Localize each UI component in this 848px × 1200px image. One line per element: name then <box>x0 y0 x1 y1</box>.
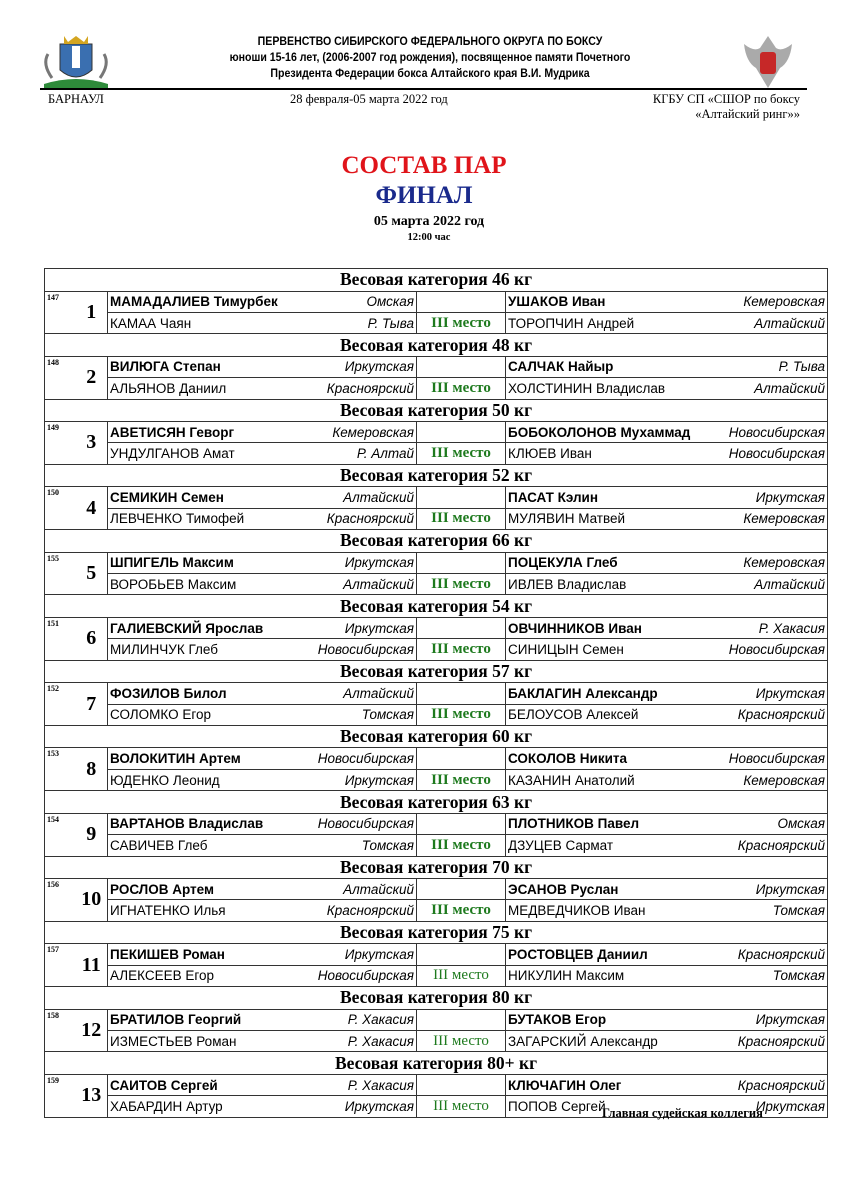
red-corner-region: Иркутская <box>313 944 417 965</box>
blue-corner-region: Р. Хакасия <box>704 617 828 638</box>
blue-corner-boxer: КЛЮЧАГИН Олег <box>506 1074 704 1095</box>
page-subtitle: ФИНАЛ <box>375 182 473 209</box>
weight-category-row <box>45 1052 828 1075</box>
empty-cell <box>417 683 506 704</box>
third-place-region-2: Томская <box>704 900 828 921</box>
third-place-label: III место <box>417 1096 506 1117</box>
third-place-row <box>45 639 828 660</box>
red-corner-boxer: ФОЗИЛОВ Билол <box>108 683 313 704</box>
third-place-boxer-2: МЕДВЕДЧИКОВ Иван <box>506 900 704 921</box>
organizer-line-1: КГБУ СП «СШОР по боксу <box>652 92 800 106</box>
blue-corner-boxer: БОБОКОЛОНОВ Мухаммад <box>506 422 704 443</box>
bout-date: 05 марта 2022 год <box>373 214 485 229</box>
third-place-label: III место <box>417 769 506 790</box>
red-corner-boxer: ВОЛОКИТИН Артем <box>108 748 313 769</box>
blue-corner-boxer: ПОЦЕКУЛА Глеб <box>506 552 704 573</box>
third-place-boxer-1: МИЛИНЧУК Глеб <box>108 639 313 660</box>
pair-number: 10 <box>76 879 108 922</box>
weight-category-row <box>45 987 828 1010</box>
third-place-row <box>45 1030 828 1051</box>
weight-category-row <box>45 334 828 357</box>
blue-corner-boxer: ПЛОТНИКОВ Павел <box>506 813 704 834</box>
pair-number: 11 <box>76 944 108 987</box>
bout-number: 148 <box>45 356 76 399</box>
final-bout-row <box>45 944 828 965</box>
blue-corner-boxer: ОВЧИННИКОВ Иван <box>506 617 704 638</box>
bout-number: 159 <box>45 1074 76 1117</box>
weight-category-row <box>45 269 828 292</box>
weight-category-heading: Весовая категория 60 кг <box>45 725 828 748</box>
blue-corner-region: Иркутская <box>704 683 828 704</box>
empty-cell <box>417 291 506 312</box>
empty-cell <box>417 879 506 900</box>
red-corner-region: Новосибирская <box>313 748 417 769</box>
third-place-row <box>45 443 828 464</box>
third-place-boxer-1: ЛЕВЧЕНКО Тимофей <box>108 508 313 529</box>
third-place-boxer-2: МУЛЯВИН Матвей <box>506 508 704 529</box>
third-place-label: III место <box>417 508 506 529</box>
final-bout-row <box>45 813 828 834</box>
empty-cell <box>417 748 506 769</box>
third-place-boxer-2: НИКУЛИН Максим <box>506 965 704 986</box>
empty-cell <box>417 552 506 573</box>
pair-number: 3 <box>76 422 108 465</box>
bout-number: 157 <box>45 944 76 987</box>
third-place-region-1: Иркутская <box>313 1096 417 1117</box>
third-place-row <box>45 378 828 399</box>
blue-corner-region: Новосибирская <box>704 748 828 769</box>
red-corner-boxer: ВАРТАНОВ Владислав <box>108 813 313 834</box>
third-place-boxer-2: ХОЛСТИНИН Владислав <box>506 378 704 399</box>
blue-corner-boxer: ЭСАНОВ Руслан <box>506 879 704 900</box>
weight-category-row <box>45 791 828 814</box>
blue-corner-boxer: УШАКОВ Иван <box>506 291 704 312</box>
third-place-row <box>45 704 828 725</box>
third-place-region-2: Иркутская <box>704 1096 828 1117</box>
third-place-region-1: Иркутская <box>313 769 417 790</box>
weight-category-heading: Весовая категория 80 кг <box>45 987 828 1010</box>
empty-cell <box>417 617 506 638</box>
third-place-region-1: Новосибирская <box>313 965 417 986</box>
third-place-region-1: Томская <box>313 704 417 725</box>
third-place-row <box>45 574 828 595</box>
third-place-region-2: Новосибирская <box>704 639 828 660</box>
third-place-boxer-1: ВОРОБЬЕВ Максим <box>108 574 313 595</box>
final-bout-row <box>45 879 828 900</box>
third-place-label: III место <box>417 704 506 725</box>
chief-judges-signature: Главная судейская коллегия <box>602 1106 763 1120</box>
empty-cell <box>417 487 506 508</box>
pair-number: 6 <box>76 617 108 660</box>
third-place-boxer-2: ДЗУЦЕВ Сармат <box>506 835 704 856</box>
pair-number: 8 <box>76 748 108 791</box>
bout-number: 158 <box>45 1009 76 1052</box>
bout-time: 12:00 час <box>407 232 451 243</box>
final-bout-row <box>45 1074 828 1095</box>
weight-category-heading: Весовая категория 63 кг <box>45 791 828 814</box>
third-place-boxer-1: СОЛОМКО Егор <box>108 704 313 725</box>
third-place-boxer-2: ЗАГАРСКИЙ Александр <box>506 1030 704 1051</box>
blue-corner-region: Иркутская <box>704 1009 828 1030</box>
red-corner-region: Омская <box>313 291 417 312</box>
weight-category-heading: Весовая категория 52 кг <box>45 464 828 487</box>
blue-corner-region: Иркутская <box>704 879 828 900</box>
pair-number: 9 <box>76 813 108 856</box>
weight-category-row <box>45 595 828 618</box>
city: БАРНАУЛ <box>48 92 104 106</box>
third-place-label: III место <box>417 639 506 660</box>
final-bout-row <box>45 683 828 704</box>
red-corner-region: Иркутская <box>313 356 417 377</box>
third-place-boxer-2: БЕЛОУСОВ Алексей <box>506 704 704 725</box>
red-corner-boxer: АВЕТИСЯН Геворг <box>108 422 313 443</box>
third-place-region-2: Красноярский <box>704 1030 828 1051</box>
final-bout-row <box>45 748 828 769</box>
third-place-row <box>45 835 828 856</box>
third-place-region-2: Кемеровская <box>704 769 828 790</box>
weight-category-row <box>45 660 828 683</box>
red-corner-boxer: ГАЛИЕВСКИЙ Ярослав <box>108 617 313 638</box>
third-place-row <box>45 900 828 921</box>
empty-cell <box>417 422 506 443</box>
weight-category-row <box>45 856 828 879</box>
bout-number: 152 <box>45 683 76 726</box>
blue-corner-region: Иркутская <box>704 487 828 508</box>
weight-category-row <box>45 530 828 553</box>
weight-category-heading: Весовая категория 54 кг <box>45 595 828 618</box>
empty-cell <box>417 356 506 377</box>
blue-corner-region: Новосибирская <box>704 422 828 443</box>
third-place-label: III место <box>417 312 506 333</box>
third-place-row <box>45 312 828 333</box>
red-corner-boxer: БРАТИЛОВ Георгий <box>108 1009 313 1030</box>
weight-category-heading: Весовая категория 46 кг <box>45 269 828 292</box>
header-divider <box>40 88 807 90</box>
red-corner-region: Алтайский <box>313 487 417 508</box>
third-place-boxer-2: КАЗАНИН Анатолий <box>506 769 704 790</box>
final-bout-row <box>45 617 828 638</box>
bout-number: 154 <box>45 813 76 856</box>
third-place-label: III место <box>417 443 506 464</box>
bout-number: 153 <box>45 748 76 791</box>
weight-category-heading: Весовая категория 80+ кг <box>45 1052 828 1075</box>
weight-category-heading: Весовая категория 75 кг <box>45 921 828 944</box>
weight-category-heading: Весовая категория 50 кг <box>45 399 828 422</box>
empty-cell <box>417 813 506 834</box>
red-corner-boxer: ВИЛЮГА Степан <box>108 356 313 377</box>
red-corner-boxer: МАМАДАЛИЕВ Тимурбек <box>108 291 313 312</box>
third-place-region-2: Алтайский <box>704 312 828 333</box>
weight-category-heading: Весовая категория 66 кг <box>45 530 828 553</box>
pairs-table <box>44 268 828 1118</box>
third-place-boxer-2: ТОРОПЧИН Андрей <box>506 312 704 333</box>
third-place-label: III место <box>417 835 506 856</box>
red-corner-region: Алтайский <box>313 683 417 704</box>
blue-corner-boxer: САЛЧАК Найыр <box>506 356 704 377</box>
third-place-region-1: Томская <box>313 835 417 856</box>
third-place-label: III место <box>417 574 506 595</box>
third-place-boxer-1: УНДУЛГАНОВ Амат <box>108 443 313 464</box>
red-corner-region: Иркутская <box>313 617 417 638</box>
pair-number: 12 <box>76 1009 108 1052</box>
weight-category-heading: Весовая категория 70 кг <box>45 856 828 879</box>
weight-category-heading: Весовая категория 57 кг <box>45 660 828 683</box>
red-corner-boxer: САИТОВ Сергей <box>108 1074 313 1095</box>
third-place-region-1: Р. Тыва <box>313 312 417 333</box>
blue-corner-boxer: БАКЛАГИН Александр <box>506 683 704 704</box>
red-corner-boxer: РОСЛОВ Артем <box>108 879 313 900</box>
third-place-boxer-2: ИВЛЕВ Владислав <box>506 574 704 595</box>
empty-cell <box>417 944 506 965</box>
third-place-region-1: Алтайский <box>313 574 417 595</box>
red-corner-region: Р. Хакасия <box>313 1009 417 1030</box>
barnaul-coat-of-arms-logo <box>38 34 114 90</box>
blue-corner-region: Р. Тыва <box>704 356 828 377</box>
third-place-region-1: Р. Алтай <box>313 443 417 464</box>
third-place-label: III место <box>417 900 506 921</box>
third-place-boxer-1: КАМАА Чаян <box>108 312 313 333</box>
red-corner-region: Кемеровская <box>313 422 417 443</box>
third-place-region-1: Красноярский <box>313 378 417 399</box>
blue-corner-boxer: ПАСАТ Кэлин <box>506 487 704 508</box>
final-bout-row <box>45 422 828 443</box>
page-title: СОСТАВ ПАР <box>341 152 507 179</box>
final-bout-row <box>45 487 828 508</box>
third-place-boxer-1: ИЗМЕСТЬЕВ Роман <box>108 1030 313 1051</box>
bout-number: 150 <box>45 487 76 530</box>
red-corner-boxer: ШПИГЕЛЬ Максим <box>108 552 313 573</box>
weight-category-row <box>45 464 828 487</box>
third-place-boxer-1: ХАБАРДИН Артур <box>108 1096 313 1117</box>
bout-number: 149 <box>45 422 76 465</box>
third-place-region-1: Красноярский <box>313 508 417 529</box>
third-place-boxer-1: АЛЬЯНОВ Даниил <box>108 378 313 399</box>
red-corner-region: Новосибирская <box>313 813 417 834</box>
pair-number: 13 <box>76 1074 108 1117</box>
red-corner-region: Р. Хакасия <box>313 1074 417 1095</box>
third-place-boxer-1: ИГНАТЕНКО Илья <box>108 900 313 921</box>
third-place-region-2: Красноярский <box>704 835 828 856</box>
organizer-line-2: «Алтайский ринг»» <box>695 107 800 121</box>
red-corner-region: Алтайский <box>313 879 417 900</box>
final-bout-row <box>45 552 828 573</box>
header-line-2: юноши 15-16 лет, (2006-2007 год рождения), посвященное памяти Почетного <box>229 52 631 64</box>
third-place-region-1: Красноярский <box>313 900 417 921</box>
pair-number: 5 <box>76 552 108 595</box>
bout-number: 156 <box>45 879 76 922</box>
final-bout-row <box>45 356 828 377</box>
third-place-region-2: Алтайский <box>704 574 828 595</box>
bout-number: 147 <box>45 291 76 334</box>
event-dates: 28 февраля-05 марта 2022 год <box>290 92 448 106</box>
empty-cell <box>417 1009 506 1030</box>
third-place-label: III место <box>417 1030 506 1051</box>
third-place-boxer-2: КЛЮЕВ Иван <box>506 443 704 464</box>
blue-corner-region: Омская <box>704 813 828 834</box>
weight-category-row <box>45 921 828 944</box>
third-place-boxer-1: АЛЕКСЕЕВ Егор <box>108 965 313 986</box>
third-place-row <box>45 769 828 790</box>
pair-number: 1 <box>76 291 108 334</box>
blue-corner-region: Красноярский <box>704 944 828 965</box>
pair-number: 7 <box>76 683 108 726</box>
third-place-label: III место <box>417 965 506 986</box>
weight-category-heading: Весовая категория 48 кг <box>45 334 828 357</box>
blue-corner-boxer: РОСТОВЦЕВ Даниил <box>506 944 704 965</box>
third-place-boxer-2: СИНИЦЫН Семен <box>506 639 704 660</box>
final-bout-row <box>45 1009 828 1030</box>
third-place-region-2: Новосибирская <box>704 443 828 464</box>
pair-number: 2 <box>76 356 108 399</box>
red-corner-boxer: ПЕКИШЕВ Роман <box>108 944 313 965</box>
third-place-region-1: Новосибирская <box>313 639 417 660</box>
pair-number: 4 <box>76 487 108 530</box>
organizer <box>653 92 800 122</box>
blue-corner-boxer: СОКОЛОВ Никита <box>506 748 704 769</box>
third-place-label: III место <box>417 378 506 399</box>
blue-corner-region: Кемеровская <box>704 291 828 312</box>
red-corner-boxer: СЕМИКИН Семен <box>108 487 313 508</box>
third-place-row <box>45 965 828 986</box>
third-place-region-1: Р. Хакасия <box>313 1030 417 1051</box>
third-place-boxer-2: ПОПОВ Сергей <box>506 1096 704 1117</box>
red-corner-region: Иркутская <box>313 552 417 573</box>
final-bout-row <box>45 291 828 312</box>
third-place-boxer-1: САВИЧЕВ Глеб <box>108 835 313 856</box>
blue-corner-region: Кемеровская <box>704 552 828 573</box>
weight-category-row <box>45 399 828 422</box>
blue-corner-region: Красноярский <box>704 1074 828 1095</box>
competition-header <box>191 34 669 82</box>
third-place-region-2: Алтайский <box>704 378 828 399</box>
third-place-row <box>45 508 828 529</box>
third-place-region-2: Кемеровская <box>704 508 828 529</box>
boxing-federation-eagle-logo <box>738 30 798 90</box>
third-place-region-2: Красноярский <box>704 704 828 725</box>
bout-number: 155 <box>45 552 76 595</box>
weight-category-row <box>45 725 828 748</box>
third-place-region-2: Томская <box>704 965 828 986</box>
header-line-1: ПЕРВЕНСТВО СИБИРСКОГО ФЕДЕРАЛЬНОГО ОКРУГА ПО БОКСУ <box>257 36 603 48</box>
blue-corner-boxer: БУТАКОВ Егор <box>506 1009 704 1030</box>
header-line-3: Президента Федерации бокса Алтайского края В.И. Мудрика <box>270 68 590 80</box>
empty-cell <box>417 1074 506 1095</box>
third-place-boxer-1: ЮДЕНКО Леонид <box>108 769 313 790</box>
bout-number: 151 <box>45 617 76 660</box>
